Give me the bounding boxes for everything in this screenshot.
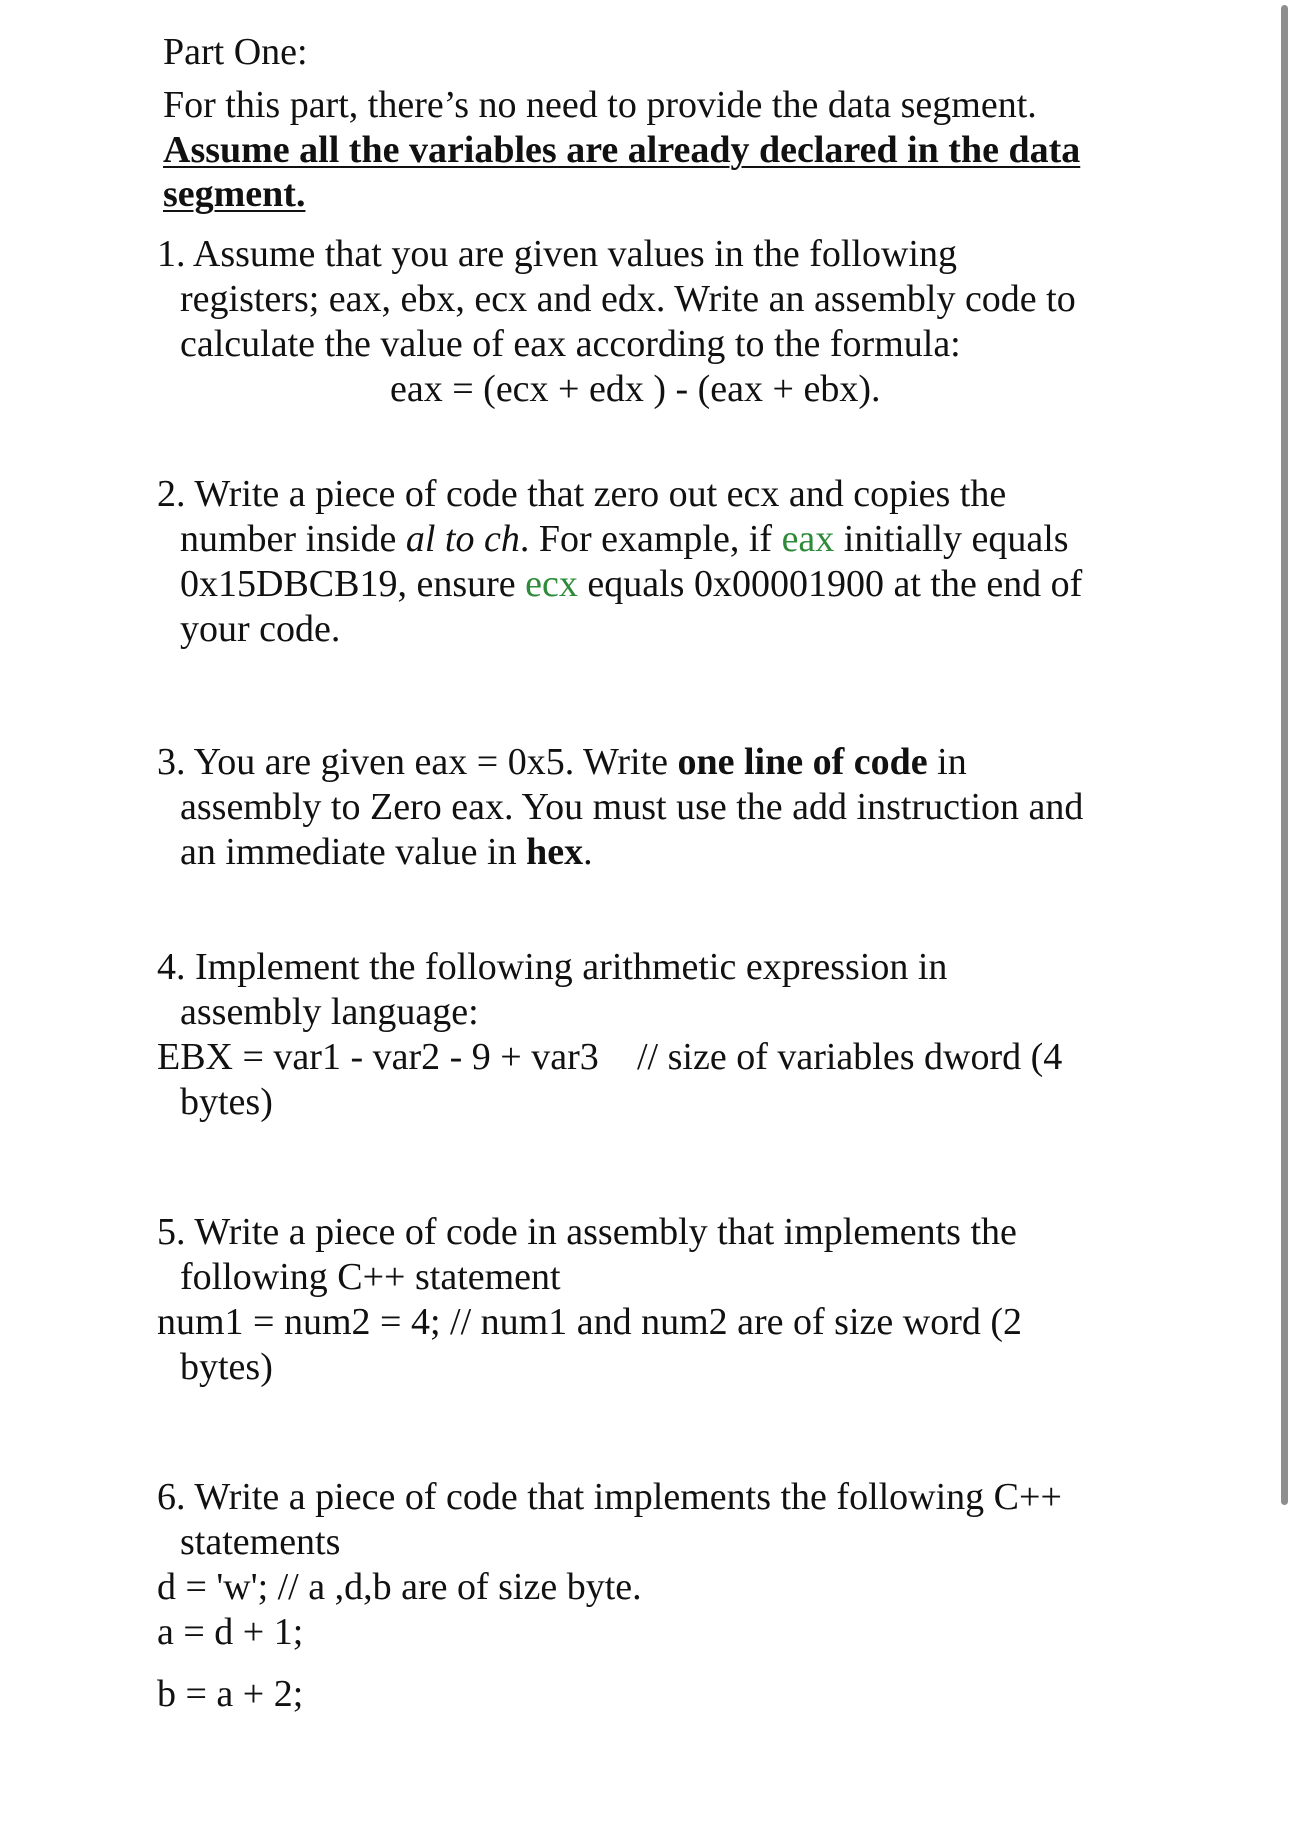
q2-italic-text: al to ch	[405, 518, 520, 560]
q6-line3: d = 'w'; // a ,d,b are of size byte.	[157, 1566, 642, 1608]
q2-line3	[180, 562, 1082, 607]
q2-line2	[180, 517, 1069, 562]
q6-line5: b = a + 2;	[157, 1673, 304, 1715]
q3-bold-text: one line of code	[677, 741, 928, 783]
q3-text: in	[927, 741, 967, 783]
q2-text: number inside	[180, 518, 406, 560]
q2-text: 0x15DBCB19, ensure	[180, 563, 526, 605]
q2-register-ecx: ecx	[525, 563, 578, 605]
q5-line2: following C++ statement	[180, 1256, 561, 1298]
q4-line2: assembly language:	[180, 991, 479, 1033]
q2-register-eax: eax	[781, 518, 835, 560]
q2-line4: your code.	[180, 608, 341, 650]
q3-line2: assembly to Zero eax. You must use the add instruction and	[180, 786, 1084, 828]
q4-comment: // size of variables dword (4	[637, 1036, 1063, 1078]
q3-line1	[157, 740, 967, 785]
q6-line4: a = d + 1;	[157, 1611, 304, 1653]
q4-line4: bytes)	[180, 1081, 273, 1123]
q5-line1: 5. Write a piece of code in assembly that implements the	[157, 1211, 1017, 1253]
q3-bold-text: hex	[526, 831, 584, 873]
q1-line1: 1. Assume that you are given values in the following	[157, 233, 957, 275]
q4-line1: 4. Implement the following arithmetic expression in	[157, 946, 948, 988]
q2-text: initially equals	[834, 518, 1069, 560]
intro-text: For this part, there’s no need to provide the data segment.	[163, 84, 1037, 126]
scrollbar-thumb[interactable]	[1281, 5, 1288, 1505]
q1-formula: eax = (ecx + edx ) - (eax + ebx).	[390, 368, 881, 410]
q1-line3: calculate the value of eax according to the formula:	[180, 323, 961, 365]
q5-line3: num1 = num2 = 4; // num1 and num2 are of size word (2	[157, 1301, 1023, 1343]
q1-line2: registers; eax, ebx, ecx and edx. Write an assembly code to	[180, 278, 1076, 320]
q3-text: an immediate value in	[180, 831, 527, 873]
intro-emphasis-line2: segment.	[163, 173, 306, 215]
q5-line4: bytes)	[180, 1346, 273, 1388]
q3-text: 3. You are given eax = 0x5. Write	[157, 741, 678, 783]
q6-line2: statements	[180, 1521, 341, 1563]
q6-line1: 6. Write a piece of code that implements the following C++	[157, 1476, 1062, 1518]
part-heading: Part One:	[163, 31, 308, 73]
q4-expression: EBX = var1 - var2 - 9 + var3	[157, 1036, 599, 1078]
intro-emphasis-line1: Assume all the variables are already declared in the data	[163, 129, 1081, 171]
q3-line3	[180, 830, 593, 875]
q3-text: .	[583, 831, 593, 873]
q2-text: . For example, if	[519, 518, 782, 560]
q2-line1: 2. Write a piece of code that zero out ecx and copies the	[157, 473, 1007, 515]
q2-text: equals 0x00001900 at the end of	[577, 563, 1083, 605]
